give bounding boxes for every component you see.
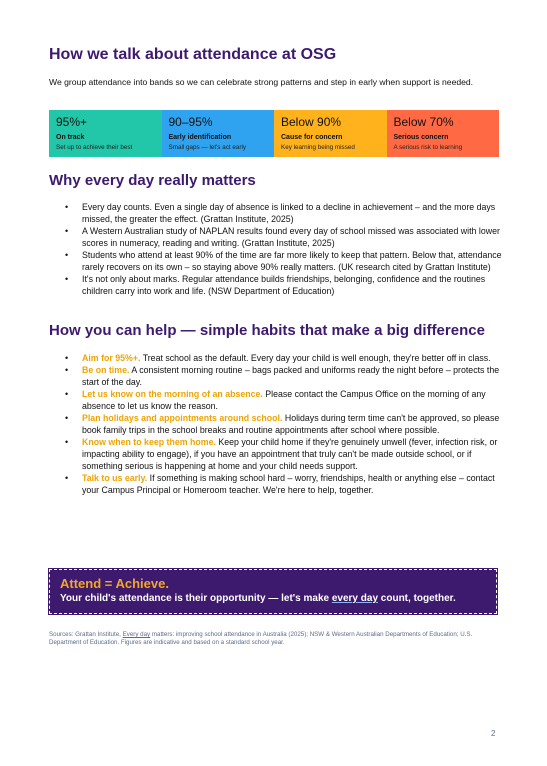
list-item: [82, 364, 512, 388]
band-early-identification: [162, 110, 275, 157]
list-item: [82, 436, 512, 472]
band-label: Below 90%: [281, 115, 342, 129]
band-subtitle: On track: [56, 134, 85, 141]
list-item: [82, 412, 512, 436]
habit-lead: Let us know on the morning of an absence.: [82, 389, 263, 399]
attend-achieve-callout: [49, 569, 497, 614]
habit-text: Please contact the Campus Office on the morning of any absence to let us know the reason.: [82, 389, 486, 411]
callout-title: Attend = Achieve.: [60, 576, 169, 591]
habit-text: Treat school as the default. Every day your child is well enough, they're better off in class.: [140, 353, 491, 363]
sources-prefix: Sources: Grattan Institute,: [49, 631, 123, 638]
sources-underlined: Every day: [122, 631, 151, 638]
habit-lead: Talk to us early.: [82, 473, 148, 483]
band-on-track: [49, 110, 162, 157]
band-description: Key learning being missed: [281, 144, 355, 151]
section-title-how-you-can-help: How you can help — simple habits that make a big difference: [49, 322, 485, 339]
habit-lead: Know when to keep them home.: [82, 437, 216, 447]
attendance-bands: [49, 110, 499, 157]
habit-lead: Plan holidays and appointments around school.: [82, 413, 283, 423]
list-item: [82, 352, 512, 364]
habit-text: Keep your child home if they're genuinely unwell (fever, infection risk, or impacting ability to engage), if you have an appointment that truly can't be made outside school, or if something serious is happening at home and your child needs support.: [82, 437, 498, 471]
list-item: • A Western Australian study of NAPLAN results found every day of school missed was associated with lower scores in numeracy, reading and writing. (Grattan Institute, 2025): [82, 225, 512, 249]
habit-lead: Be on time.: [82, 365, 130, 375]
callout-body-emphasis: every day: [331, 593, 379, 604]
band-subtitle: Serious concern: [393, 134, 449, 141]
sources-note: [49, 631, 504, 647]
band-serious-concern: [387, 110, 500, 157]
habits-list: [49, 352, 512, 496]
band-description: Small gaps — let's act early: [168, 144, 246, 151]
habit-text: Holidays during term time can't be approved, so please book family trips in the school breaks and routine appointments after school where possible.: [82, 413, 500, 435]
list-item: [82, 388, 512, 412]
habit-lead: Aim for 95%+.: [82, 353, 141, 363]
list-item: • It's not only about marks. Regular attendance builds friendships, belonging, confidence and the routines children carry into work and life. (NSW Department of Education): [82, 273, 512, 297]
band-subtitle: Cause for concern: [281, 134, 343, 141]
band-label: 95%+: [56, 115, 88, 129]
why-bullets: [49, 201, 512, 297]
list-item: • Students who attend at least 90% of the time are far more likely to keep that pattern. Below that, attendance rarely recovers on its own – so staying above 90% really matters. (UK research cited by Grattan Institute): [82, 249, 512, 273]
page-number: 2: [491, 729, 496, 738]
band-subtitle: Early identification: [168, 134, 232, 141]
band-label: Below 70%: [393, 115, 454, 129]
band-description: A serious risk to learning: [393, 144, 463, 151]
callout-body-end: count, together.: [378, 593, 456, 604]
intro-text: We group attendance into bands so we can celebrate strong patterns and step in early when support is needed.: [49, 77, 474, 87]
list-item: • Every day counts. Even a single day of absence is linked to a decline in achievement – and the more days missed, the greater the effect. (Grattan Institute, 2025): [82, 201, 512, 225]
band-description: Set up to achieve their best: [56, 144, 133, 151]
habit-text: If something is making school hard – worry, friendships, health or anything else – contact your Campus Principal or Homeroom teacher. We're here to help, together.: [82, 473, 495, 495]
sources-rest: matters: improving school attendance in Australia (2025); NSW & Western Australian Departments of Education; U.S. Department of Education. Figures are indicative and based on a standard school year.: [49, 631, 473, 646]
callout-body-start: Your child's attendance is their opportunity — let's make: [60, 593, 332, 604]
section-title-why-every-day: Why every day really matters: [49, 172, 256, 189]
habit-text: A consistent morning routine – bags packed and uniforms ready the night before – protects the start of the day.: [82, 365, 500, 387]
band-label: 90–95%: [168, 115, 213, 129]
section-title-attendance-bands: How we talk about attendance at OSG: [49, 46, 337, 63]
list-item: [82, 472, 512, 496]
band-cause-for-concern: [274, 110, 387, 157]
callout-body: [60, 592, 496, 606]
